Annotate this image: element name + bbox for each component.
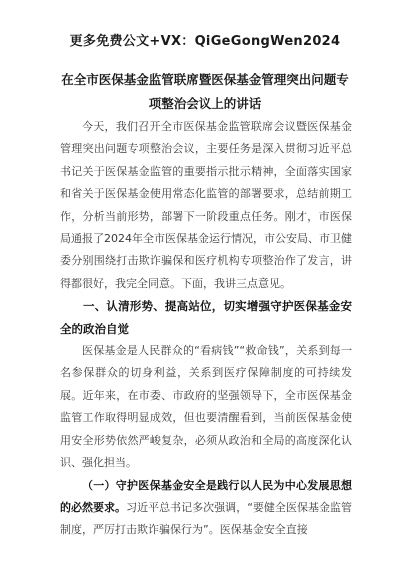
speech-body [60, 116, 352, 542]
opening-paragraph: 今天，我们召开全市医保基金监管联席会议暨医保基金管理突出问题专项整治会议，主要任务是深入贯彻习近平总书记关于医保基金监管的重要指示批示精神，全面落实国家和省关于医保基金使用常态化监管的部署要求，总结前期工作，分析当前形势，部署下一阶段重点任务。刚才，市医保局通报了2024年全市医保基金运行情况，市公安局、市卫健委分别围绕打击欺诈骗保和医疗机构专项整治作了发言，讲得都很好，我完全同意。下面，我讲三点意见。 [60, 120, 352, 290]
subsection-text: 习近平总书记多次强调，“要健全医保基金监管制度，严厉打击欺诈骗保行为”。医保基金安全直接 [60, 500, 353, 537]
subsection-heading-1: （一）守护医保基金安全是践行以人民为中心发展思想的必然要求。 [60, 478, 352, 514]
section-heading-1: 一、认清形势、提高站位，切实增强守护医保基金安全的政治自觉 [60, 299, 352, 336]
body-paragraph: 医保基金是人民群众的“看病钱”“救命钱”，关系到每一名参保群众的切身利益，关系到医疗保障制度的可持续发展。近年来，在市委、市政府的坚强领导下，全市医保基金监管工作取得明显成效，但也要清醒看到，当前医保基金使用安全形势依然严峻复杂，必须从政治和全局的高度深化认识、强化担当。 [60, 344, 352, 470]
subsection-paragraph [60, 475, 352, 542]
speech-title: 在全市医保基金监管联席暨医保基金管理突出问题专项整治会议上的讲话 [61, 72, 349, 111]
promo-header: 更多免费公文+VX：QiGeGongWen2024 [69, 34, 341, 49]
